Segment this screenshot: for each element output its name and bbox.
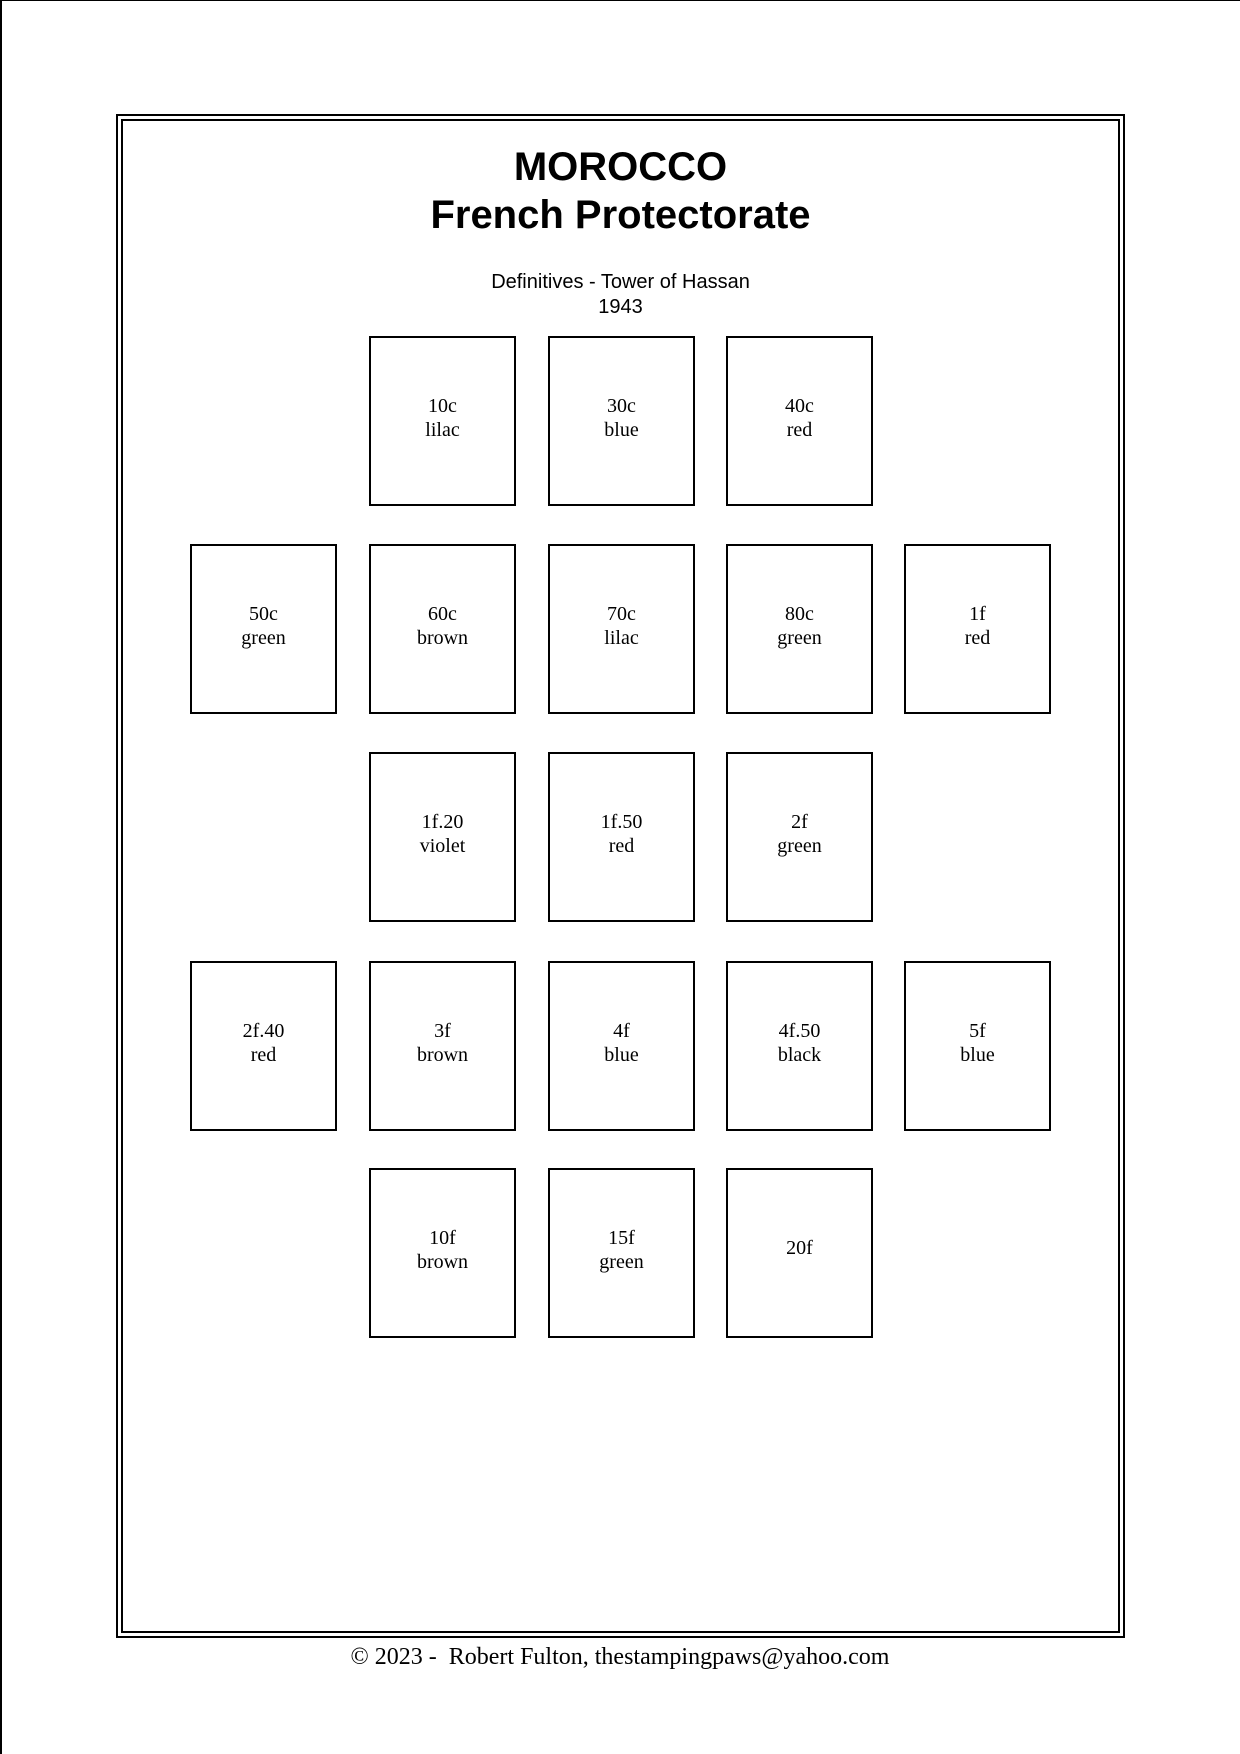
stamp-color: red: [250, 1044, 277, 1066]
stamp-denomination: 4f: [613, 1020, 630, 1042]
stamp-space: [904, 961, 1051, 1131]
title-territory: French Protectorate: [430, 193, 811, 237]
stamp-space: [726, 961, 873, 1131]
stamp-color: brown: [416, 1044, 469, 1066]
stamp-denomination: 10c: [428, 395, 457, 417]
stamp-space: [548, 1168, 695, 1338]
stamp-denomination: 2f.40: [242, 1020, 285, 1042]
stamp-space: [726, 1168, 873, 1338]
stamp-color: green: [777, 627, 822, 649]
stamp-space: [548, 336, 695, 506]
stamp-color: green: [241, 627, 286, 649]
stamp-denomination: 15f: [608, 1227, 635, 1249]
stamp-color: violet: [419, 835, 466, 857]
copyright-footer: © 2023 - Robert Fulton, thestampingpaws@yahoo.com: [350, 1644, 890, 1670]
stamp-color: green: [777, 835, 822, 857]
page-title: [121, 143, 1120, 239]
stamp-color: brown: [416, 1251, 469, 1273]
stamp-space: [548, 752, 695, 922]
stamp-denomination: 3f: [434, 1020, 451, 1042]
series-name: Definitives - Tower of Hassan: [491, 271, 750, 293]
stamp-color: blue: [960, 1044, 995, 1066]
stamp-denomination: 40c: [785, 395, 814, 417]
stamp-color: red: [786, 419, 813, 441]
stamp-space: [190, 544, 337, 714]
stamp-space: [190, 961, 337, 1131]
series-year: 1943: [598, 296, 643, 318]
stamp-space: [369, 752, 516, 922]
stamp-color: blue: [604, 1044, 639, 1066]
stamp-denomination: 70c: [607, 603, 636, 625]
stamp-denomination: 1f: [969, 603, 986, 625]
stamp-denomination: 1f.50: [600, 811, 643, 833]
stamp-denomination: 10f: [429, 1227, 456, 1249]
stamp-space: [369, 544, 516, 714]
stamp-space: [904, 544, 1051, 714]
stamp-denomination: 30c: [607, 395, 636, 417]
stamp-color: blue: [604, 419, 639, 441]
stamp-color: brown: [416, 627, 469, 649]
stamp-color: black: [777, 1044, 822, 1066]
stamp-denomination: 2f: [791, 811, 808, 833]
stamp-color: red: [608, 835, 635, 857]
stamp-color: lilac: [425, 419, 460, 441]
stamp-denomination: 1f.20: [421, 811, 464, 833]
stamp-space: [726, 752, 873, 922]
stamp-denomination: 20f: [786, 1237, 813, 1259]
stamp-denomination: 60c: [428, 603, 457, 625]
stamp-color: lilac: [604, 627, 639, 649]
stamp-space: [369, 961, 516, 1131]
stamp-denomination: 80c: [785, 603, 814, 625]
stamp-denomination: 5f: [969, 1020, 986, 1042]
stamp-space: [726, 336, 873, 506]
stamp-denomination: 4f.50: [778, 1020, 821, 1042]
stamp-space: [369, 336, 516, 506]
stamp-space: [548, 544, 695, 714]
stamp-color: red: [964, 627, 991, 649]
stamp-space: [548, 961, 695, 1131]
series-heading: [121, 270, 1120, 320]
title-country: MOROCCO: [513, 145, 728, 189]
stamp-space: [726, 544, 873, 714]
stamp-denomination: 50c: [249, 603, 278, 625]
stamp-color: green: [599, 1251, 644, 1273]
stamp-space: [369, 1168, 516, 1338]
